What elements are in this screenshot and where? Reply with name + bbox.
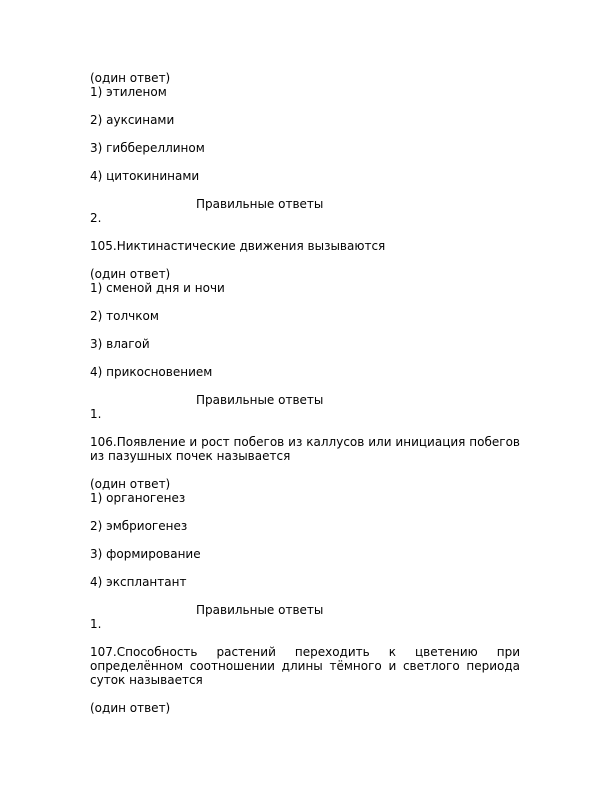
question-107: 107.Способность растений переходить к цветению при определённом соотношении длины тёмного и светлого периода суток называется: [90, 645, 520, 687]
correct-answers-heading: Правильные ответы: [196, 603, 324, 617]
option-1: 1) органогенез: [90, 491, 186, 505]
answer-mode-label: (один ответ): [90, 701, 171, 715]
answer-mode-label: (один ответ): [90, 267, 171, 281]
option-3: 3) гиббереллином: [90, 141, 205, 155]
option-4: 4) прикосновением: [90, 365, 213, 379]
option-1: 1) этиленом: [90, 85, 167, 99]
correct-answer: 2.: [90, 211, 102, 225]
correct-answer: 1.: [90, 407, 102, 421]
correct-answer: 1.: [90, 617, 102, 631]
option-4: 4) эксплантант: [90, 575, 187, 589]
answer-mode-label: (один ответ): [90, 71, 171, 85]
option-1: 1) сменой дня и ночи: [90, 281, 225, 295]
option-3: 3) формирование: [90, 547, 201, 561]
correct-answers-heading: Правильные ответы: [196, 393, 324, 407]
question-105: 105.Никтинастические движения вызываются: [90, 239, 386, 253]
option-2: 2) эмбриогенез: [90, 519, 188, 533]
answer-mode-label: (один ответ): [90, 477, 171, 491]
correct-answers-heading: Правильные ответы: [196, 197, 324, 211]
option-2: 2) ауксинами: [90, 113, 175, 127]
option-4: 4) цитокининами: [90, 169, 200, 183]
option-3: 3) влагой: [90, 337, 150, 351]
question-106: 106.Появление и рост побегов из каллусов или инициация побегов из пазушных почек называется: [90, 435, 520, 463]
option-2: 2) толчком: [90, 309, 159, 323]
